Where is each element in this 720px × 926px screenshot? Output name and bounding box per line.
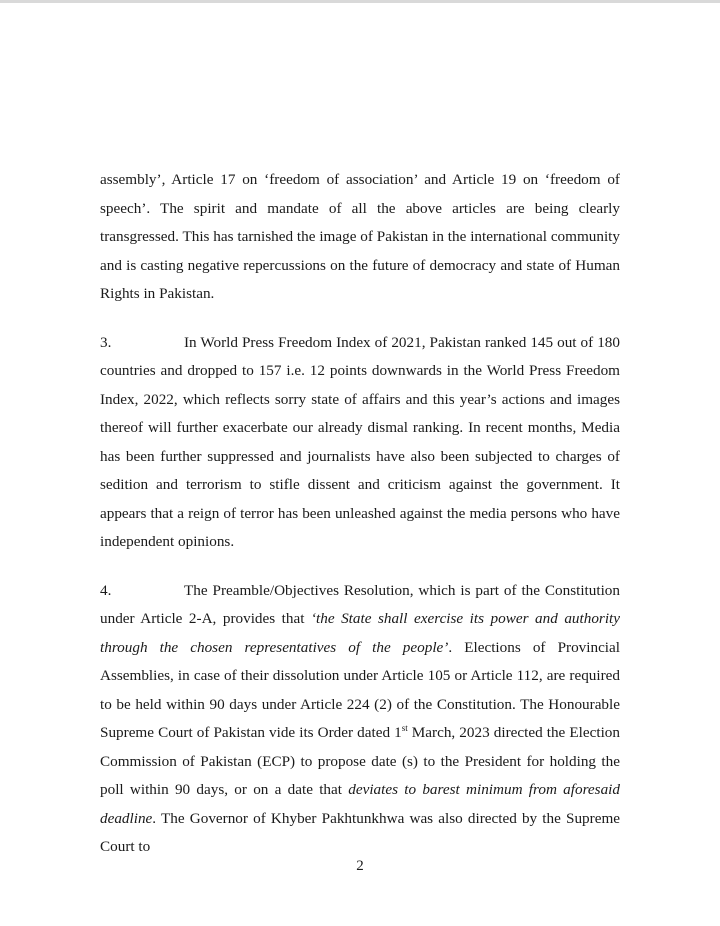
document-page (100, 166, 620, 882)
paragraph-number: 3. (100, 333, 112, 351)
paragraph-text: In World Press Freedom Index of 2021, Pakistan ranked 145 out of 180 countries and dropped to 157 i.e. 12 points downwards in the World Press Freedom Index, 2022, which reflects sorry state of affairs and this year’s actions and images thereof will further exacerbate our already dismal ranking. In recent months, Media has been further suppressed and journalists have also been subjected to charges of sedition and terrorism to stifle dissent and criticism against the government. It appears that a reign of terror has been unleashed against the media persons who have independent opinions. (100, 333, 620, 550)
paragraph-4 (100, 577, 620, 862)
paragraph-text: assembly’, Article 17 on ‘freedom of association’ and Article 19 on ‘freedom of speech’. The spirit and mandate of all the above articles are being clearly transgressed. This has tarnished the image of Pakistan in the international community and is casting negative repercussions on the future of democracy and state of Human Rights in Pakistan. (100, 171, 620, 302)
quoted-deadline-text: deviates to barest minimum from aforesaid deadline (100, 781, 620, 827)
paragraph-text: March, 2023 directed the Election Commission of Pakistan (ECP) to propose date (s) to the President for holding the poll within 90 days, or on a date that (100, 724, 620, 798)
paragraph-continuation (100, 166, 620, 309)
quoted-preamble-text: ‘the State shall exercise its power and authority through the chosen representatives of the people’ (100, 610, 620, 656)
ordinal-superscript: st (401, 722, 408, 733)
paragraph-text: . Elections of Provincial Assemblies, in case of their dissolution under Article 105 or Article 112, are required to be held within 90 days under Article 224 (2) of the Constitution. The Honourable Supreme Court of Pakistan vide its Order dated 1 (100, 638, 620, 741)
top-border (0, 0, 720, 3)
paragraph-number: 4. (100, 581, 112, 599)
page-number: 2 (356, 858, 364, 874)
paragraph-3 (100, 329, 620, 557)
paragraph-text: The Preamble/Objectives Resolution, which is part of the Constitution under Article 2-A, provides that (100, 581, 620, 627)
paragraph-text: . The Governor of Khyber Pakhtunkhwa was also directed by the Supreme Court to (100, 809, 620, 855)
